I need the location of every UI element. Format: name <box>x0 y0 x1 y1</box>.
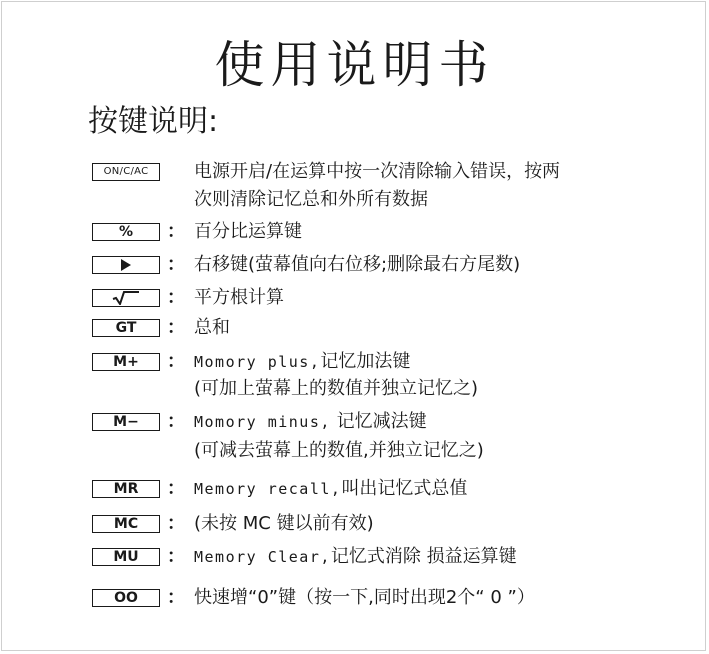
key-desc-percent: 百分比运算键 <box>194 221 302 242</box>
page-title: 使用说明书 <box>214 36 495 94</box>
colon: ： <box>167 254 185 275</box>
key-gt: GT <box>92 319 160 337</box>
key-percent: % <box>92 223 160 241</box>
key-desc-mr-chinese: 叫出记忆式总值 <box>341 478 468 499</box>
key-shift-right <box>92 256 160 274</box>
key-sqrt <box>92 289 160 307</box>
triangle-right-icon <box>121 259 131 271</box>
key-mc: MC <box>92 515 160 533</box>
key-on-c-ac: ON/C/AC <box>92 163 160 181</box>
colon: ： <box>167 221 185 242</box>
key-desc-m-plus-line2: (可加上萤幕上的数值并独立记忆之) <box>194 378 479 399</box>
key-desc-mr-english: Memory recall, <box>194 480 342 498</box>
key-desc-mu-english: Memory Clear, <box>194 548 331 566</box>
colon: ： <box>167 411 185 432</box>
key-desc-m-plus-chinese: 记忆加法键 <box>320 351 411 372</box>
colon: ： <box>167 546 185 567</box>
key-desc-mc: (未按 MC 键以前有效) <box>194 513 374 534</box>
key-desc-m-minus-line2: (可减去萤幕上的数值,并独立记忆之) <box>194 440 484 461</box>
key-desc-mr <box>194 477 467 501</box>
key-desc-m-plus-english: Momory plus, <box>194 353 321 371</box>
key-desc-sqrt: 平方根计算 <box>194 287 284 308</box>
key-mu: MU <box>92 548 160 566</box>
key-double-zero: OO <box>92 589 160 607</box>
colon: ： <box>167 351 185 372</box>
key-desc-mu-chinese: 记忆式消除 损益运算键 <box>330 546 517 567</box>
key-desc-on-c-ac-line2: 次则清除记忆总和外所有数据 <box>194 189 428 210</box>
colon: ： <box>167 478 185 499</box>
key-mr: MR <box>92 480 160 498</box>
key-desc-m-minus-chinese: 记忆减法键 <box>330 411 427 432</box>
colon: ： <box>167 587 185 608</box>
key-desc-double-zero: 快速增“0”键（按一下,同时出现2个“ 0 ”） <box>194 587 535 608</box>
colon: ： <box>167 287 185 308</box>
square-root-icon <box>111 291 141 305</box>
key-desc-mu <box>194 545 517 569</box>
key-desc-gt: 总和 <box>194 317 230 338</box>
key-m-plus: M+ <box>92 353 160 371</box>
colon: ： <box>167 513 185 534</box>
section-title: 按键说明: <box>88 104 219 139</box>
key-desc-m-minus-line1 <box>194 410 427 434</box>
key-m-minus: M− <box>92 413 160 431</box>
key-desc-on-c-ac-line1: 电源开启/在运算中按一次清除输入错误，按两 <box>194 161 561 182</box>
key-desc-m-plus-line1 <box>194 350 410 374</box>
key-desc-shift-right: 右移键(萤幕值向右位移;删除最右方尾数) <box>194 254 521 275</box>
colon: ： <box>167 317 185 338</box>
key-desc-m-minus-english: Momory minus, <box>194 413 331 431</box>
